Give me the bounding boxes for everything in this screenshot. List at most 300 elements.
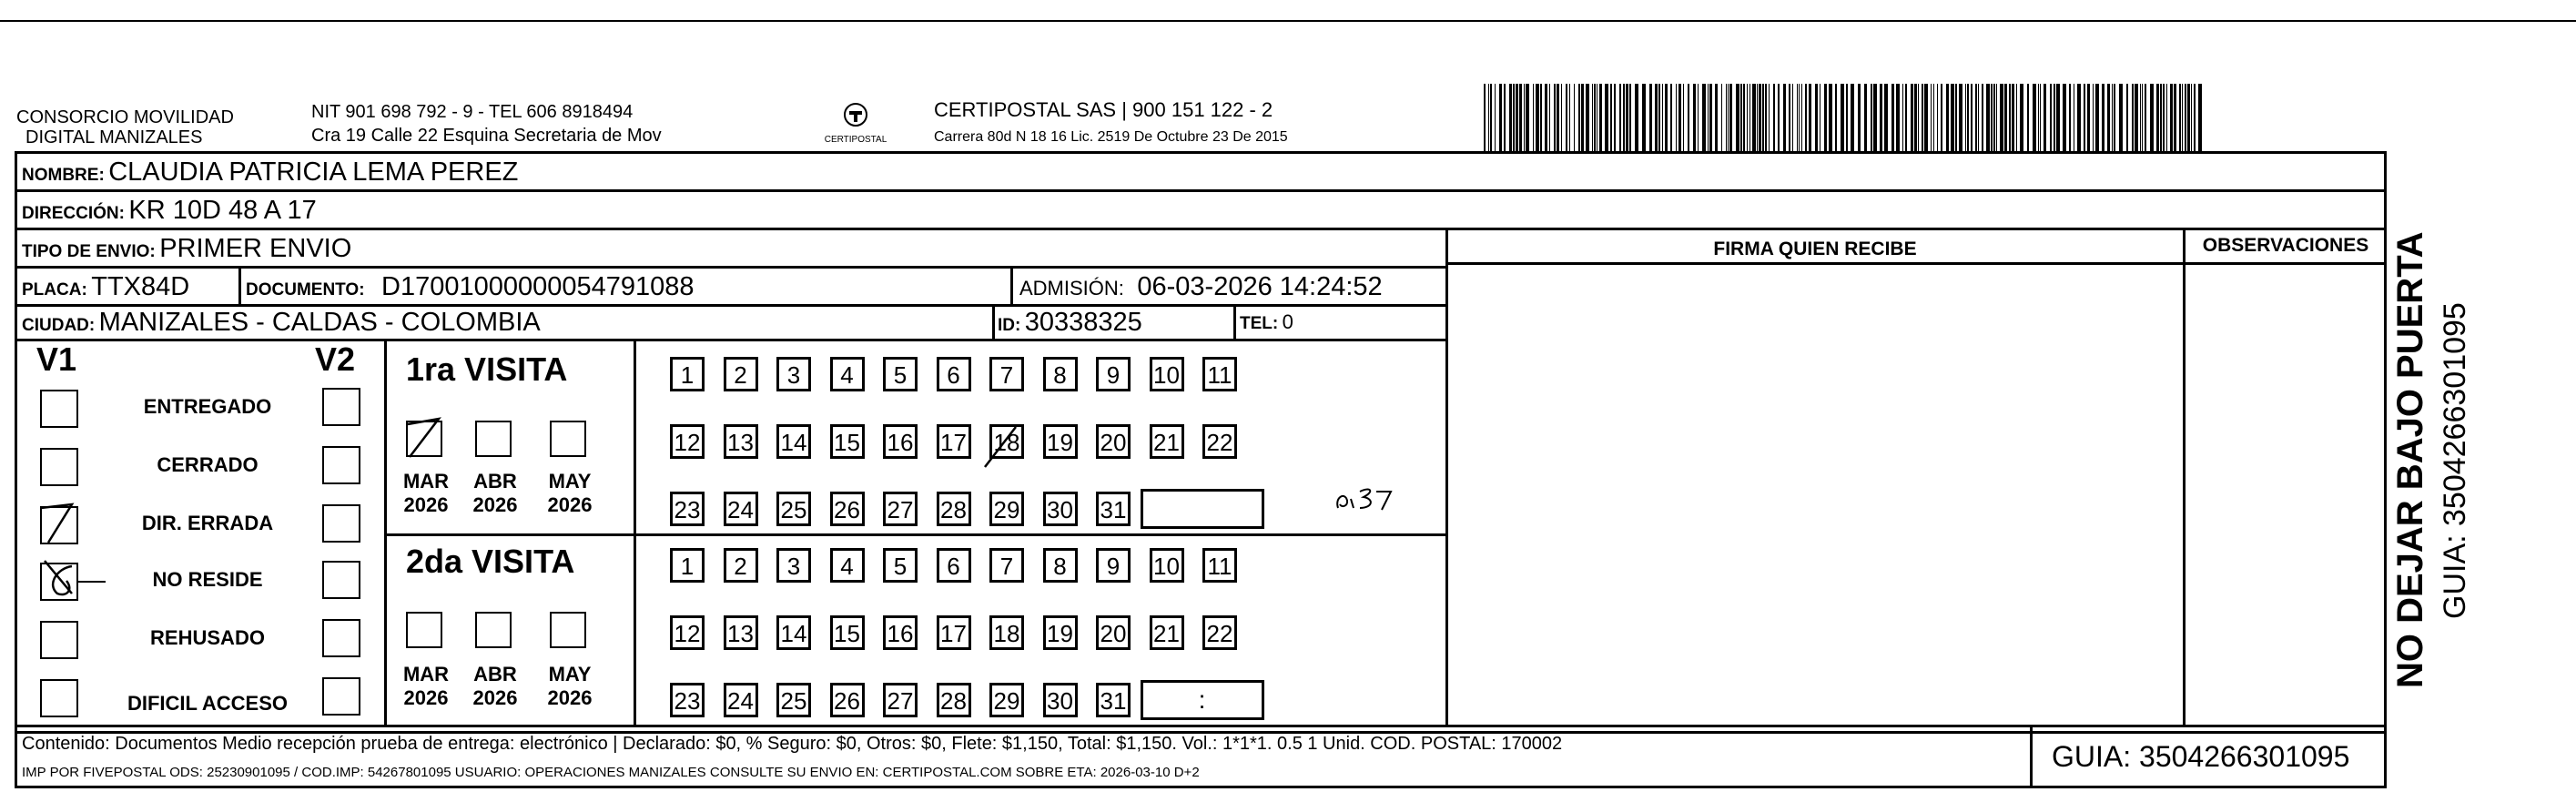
- day-box[interactable]: 18: [989, 424, 1024, 459]
- barcode-bar: [2033, 84, 2036, 153]
- day-box[interactable]: 29: [989, 492, 1024, 526]
- barcode-bar: [1880, 84, 1882, 153]
- placa-row: [22, 271, 189, 307]
- tel-row: [1240, 307, 1293, 340]
- barcode-bar: [1495, 84, 1496, 153]
- barcode-bar: [1769, 84, 1770, 153]
- barcode-bar: [1499, 84, 1502, 153]
- barcode-bar: [1918, 84, 1919, 153]
- documento-value: D17001000000054791088: [381, 272, 695, 301]
- day-box[interactable]: 26: [830, 492, 865, 526]
- day-box[interactable]: 4: [830, 357, 865, 391]
- barcode-bar: [2004, 84, 2007, 153]
- check-label: ENTREGADO: [143, 395, 272, 418]
- barcode-bar: [1792, 84, 1793, 153]
- side-warning: NO DEJAR BAJO PUERTA: [2390, 231, 2430, 688]
- barcode-bar: [2087, 84, 2090, 153]
- documento-label: DOCUMENTO:: [246, 280, 365, 300]
- day-box[interactable]: 8: [1043, 548, 1078, 583]
- barcode-bar: [1557, 84, 1559, 153]
- day-box[interactable]: 24: [724, 492, 758, 526]
- barcode-bar: [2054, 84, 2055, 153]
- col-divider: [634, 339, 636, 725]
- col-divider: [1010, 266, 1013, 304]
- barcode-bar: [1670, 84, 1672, 153]
- day-box[interactable]: 14: [776, 615, 811, 650]
- day-box[interactable]: 12: [670, 424, 705, 459]
- barcode-bar: [1702, 84, 1706, 153]
- barcode-bar: [1965, 84, 1966, 153]
- barcode-bar: [2050, 84, 2052, 153]
- barcode-bar: [1736, 84, 1739, 153]
- day-box[interactable]: 27: [883, 492, 918, 526]
- check-label: DIFICIL ACCESO: [127, 692, 288, 715]
- barcode-bar: [1911, 84, 1913, 153]
- barcode-bar: [1846, 84, 1848, 153]
- month-label: [399, 470, 453, 517]
- barcode-bar: [1982, 84, 1983, 153]
- barcode-bar: [1922, 84, 1923, 153]
- barcode-bar: [2069, 84, 2071, 153]
- day-box[interactable]: 30: [1043, 683, 1078, 717]
- barcode-bar: [2063, 84, 2066, 153]
- checkmark-icon: [404, 417, 441, 453]
- barcode-bar: [1566, 84, 1567, 153]
- barcode-bar: [2114, 84, 2115, 153]
- barcode-bar: [1626, 84, 1628, 153]
- barcode-bar: [2185, 84, 2186, 153]
- day-box[interactable]: 15: [830, 424, 865, 459]
- barcode-bar: [2160, 84, 2162, 153]
- day-box[interactable]: 17: [937, 424, 971, 459]
- day-box[interactable]: 22: [1202, 615, 1237, 650]
- barcode-bar: [1599, 84, 1602, 153]
- month-name: ABR: [473, 663, 517, 685]
- check-label: DIR. ERRADA: [141, 512, 274, 534]
- barcode-bar: [1484, 84, 1486, 153]
- v1-checkbox[interactable]: [40, 621, 78, 659]
- v1-checkbox[interactable]: [40, 679, 78, 717]
- barcode-bar: [1905, 84, 1907, 153]
- month-label: [543, 470, 597, 517]
- company-name-line2: DIGITAL MANIZALES: [25, 127, 203, 147]
- id-value: 30338325: [1024, 308, 1142, 337]
- day-box[interactable]: 30: [1043, 492, 1078, 526]
- day-box[interactable]: 15: [830, 615, 865, 650]
- admision-row: [1019, 271, 1383, 307]
- barcode-bar: [1884, 84, 1888, 153]
- barcode-bar: [1540, 84, 1542, 153]
- month-year: 2026: [547, 686, 593, 709]
- v2-checkbox[interactable]: [322, 619, 360, 657]
- barcode-bar: [1619, 84, 1621, 153]
- barcode-bar: [1841, 84, 1844, 153]
- barcode-bar: [1581, 84, 1584, 153]
- check-label: NO RESIDE: [152, 568, 263, 591]
- barcode-bar: [1513, 84, 1515, 153]
- barcode-bar: [2140, 84, 2141, 153]
- day-box[interactable]: 3: [776, 548, 811, 583]
- day-box[interactable]: 31: [1096, 492, 1131, 526]
- barcode-bar: [1747, 84, 1748, 153]
- day-box[interactable]: 19: [1043, 424, 1078, 459]
- barcode-bar: [1975, 84, 1977, 153]
- day-box[interactable]: 6: [937, 357, 971, 391]
- month-label: [543, 663, 597, 710]
- barcode-bar: [1629, 84, 1631, 153]
- day-box[interactable]: 7: [989, 548, 1024, 583]
- barcode-bar: [1623, 84, 1625, 153]
- certipostal-logo: [819, 98, 892, 153]
- barcode-bar: [2012, 84, 2014, 153]
- barcode-bar: [1946, 84, 1949, 153]
- guia-number: GUIA: 3504266301095: [2052, 740, 2350, 773]
- pointer-line: [78, 581, 106, 583]
- barcode-bar: [1993, 84, 1995, 153]
- barcode-bar: [1594, 84, 1596, 153]
- day-box[interactable]: 9: [1096, 357, 1131, 391]
- month-name: MAY: [548, 470, 592, 492]
- month-year: 2026: [403, 686, 449, 709]
- barcode-bar: [2102, 84, 2104, 153]
- signature-area[interactable]: [1451, 266, 2179, 723]
- certipostal-logo-icon: [819, 98, 892, 153]
- barcode-bar: [2126, 84, 2128, 153]
- month-label: [399, 663, 453, 710]
- day-box[interactable]: 5: [883, 357, 918, 391]
- day-box[interactable]: 13: [724, 424, 758, 459]
- id-label: ID:: [998, 316, 1021, 335]
- barcode-bar: [1605, 84, 1608, 153]
- day-box[interactable]: 23: [670, 492, 705, 526]
- day-box[interactable]: 1: [670, 357, 705, 391]
- day-box[interactable]: 10: [1150, 357, 1184, 391]
- col-divider: [238, 266, 241, 304]
- barcode-bar: [1519, 84, 1522, 153]
- placa-value: TTX84D: [91, 272, 190, 301]
- v2-checkbox[interactable]: [322, 388, 360, 426]
- barcode-bar: [1726, 84, 1727, 153]
- day-box[interactable]: 10: [1150, 548, 1184, 583]
- barcode-bar: [1708, 84, 1709, 153]
- barcode-bar: [2077, 84, 2081, 153]
- v1-checkbox[interactable]: [40, 506, 78, 544]
- barcode-bar: [1698, 84, 1699, 153]
- day-box[interactable]: 8: [1043, 357, 1078, 391]
- nombre-value: CLAUDIA PATRICIA LEMA PEREZ: [108, 157, 519, 187]
- day-box[interactable]: 31: [1096, 683, 1131, 717]
- barcode-bar: [1662, 84, 1663, 153]
- day-box[interactable]: 19: [1043, 615, 1078, 650]
- barcode-bar: [2132, 84, 2134, 153]
- barcode-bar: [1941, 84, 1942, 153]
- v2-checkbox[interactable]: [322, 504, 360, 543]
- barcode-bar: [1614, 84, 1616, 153]
- barcode-bar: [2000, 84, 2003, 153]
- barcode-bar: [1504, 84, 1506, 153]
- day-box[interactable]: 16: [883, 424, 918, 459]
- month-year: 2026: [403, 493, 449, 516]
- barcode-bar: [1574, 84, 1575, 153]
- barcode-bar: [2016, 84, 2017, 153]
- month-year: 2026: [472, 686, 518, 709]
- logo-text: CERTIPOSTAL: [824, 135, 887, 145]
- time-separator: :: [1198, 685, 1206, 714]
- day-box[interactable]: 22: [1202, 424, 1237, 459]
- admision-value: 06-03-2026 14:24:52: [1137, 272, 1383, 301]
- barcode-bar: [2174, 84, 2176, 153]
- day-box[interactable]: 6: [937, 548, 971, 583]
- day-box[interactable]: 20: [1096, 424, 1131, 459]
- check-label: CERRADO: [157, 453, 259, 476]
- row-divider: [15, 228, 2387, 230]
- barcode-bar: [1805, 84, 1807, 153]
- barcode-bar: [2038, 84, 2039, 153]
- admision-label: ADMISIÓN:: [1019, 277, 1124, 300]
- barcode-bar: [1678, 84, 1681, 153]
- day-box[interactable]: 17: [937, 615, 971, 650]
- check-label: REHUSADO: [150, 626, 265, 649]
- day-box[interactable]: 26: [830, 683, 865, 717]
- month-label: [468, 470, 522, 517]
- barcode-bar: [1824, 84, 1827, 153]
- barcode-bar: [1765, 84, 1767, 153]
- barcode-bar: [1554, 84, 1556, 153]
- day-box[interactable]: 25: [776, 492, 811, 526]
- day-box[interactable]: 20: [1096, 615, 1131, 650]
- v2-checkbox[interactable]: [322, 677, 360, 716]
- barcode-bar: [1715, 84, 1718, 153]
- month-name: MAR: [402, 470, 450, 492]
- barcode-bar: [1655, 84, 1658, 153]
- direccion-value: KR 10D 48 A 17: [128, 196, 317, 225]
- tel-value: 0: [1282, 310, 1293, 333]
- barcode-bar: [1986, 84, 1990, 153]
- barcode-bar: [2056, 84, 2060, 153]
- day-box[interactable]: 13: [724, 615, 758, 650]
- time-box[interactable]: [1141, 489, 1264, 529]
- v2-checkbox[interactable]: [322, 446, 360, 484]
- barcode-bar: [1873, 84, 1877, 153]
- col-divider: [1445, 228, 1448, 725]
- barcode-bar: [1783, 84, 1786, 153]
- barcode-bar: [1757, 84, 1758, 153]
- barcode-bar: [1996, 84, 1997, 153]
- row-divider: [1448, 262, 2387, 265]
- month-name: MAR: [402, 663, 450, 685]
- barcode-bar: [1851, 84, 1854, 153]
- barcode-bar: [1536, 84, 1539, 153]
- day-box[interactable]: 27: [883, 683, 918, 717]
- top-rule: [0, 20, 2576, 22]
- barcode-bar: [1773, 84, 1775, 153]
- day-box[interactable]: 12: [670, 615, 705, 650]
- footer-contents: Contenido: Documentos Medio recepción prueba de entrega: electrónico | Declarado: $0, % Seguro: $0, Otros: $0, Flete: $1,150, Total: $1,150. Vol.: 1*1*1. 0.5 1 Unid. COD. POSTAL: 170002: [22, 734, 1563, 754]
- month-checkbox[interactable]: [475, 612, 512, 648]
- month-year: 2026: [472, 493, 518, 516]
- barcode-bar: [1937, 84, 1938, 153]
- barcode-bar: [1902, 84, 1903, 153]
- barcode-bar: [1728, 84, 1729, 153]
- barcode-bar: [2150, 84, 2154, 153]
- day-box[interactable]: 11: [1202, 357, 1237, 391]
- barcode-bar: [1799, 84, 1800, 153]
- barcode-bar: [1586, 84, 1589, 153]
- col-divider: [2183, 228, 2186, 725]
- v1-checkbox[interactable]: [40, 390, 78, 428]
- barcode-bar: [1516, 84, 1518, 153]
- day-box[interactable]: 2: [724, 357, 758, 391]
- barcode-bar: [1955, 84, 1957, 153]
- barcode-bar: [2095, 84, 2099, 153]
- barcode-bar: [1864, 84, 1867, 153]
- barcode-bar: [1561, 84, 1562, 153]
- barcode-bar: [2093, 84, 2094, 153]
- footer-imp: IMP POR FIVEPOSTAL ODS: 25230901095 / COD.IMP: 54267801095 USUARIO: OPERACIONES MANIZALES CONSULTE SU ENVIO EN: CERTIPOSTAL.COM SOBRE ETA: 2026-03-10 D+2: [22, 765, 1200, 780]
- checkmark-icon: [39, 501, 77, 539]
- month-checkbox[interactable]: [550, 612, 586, 648]
- barcode-bar: [1752, 84, 1756, 153]
- firma-header: FIRMA QUIEN RECIBE: [1713, 239, 1917, 259]
- month-checkbox[interactable]: [550, 421, 586, 457]
- day-box[interactable]: 7: [989, 357, 1024, 391]
- month-name: ABR: [473, 470, 517, 492]
- month-checkbox[interactable]: [406, 421, 442, 457]
- barcode-bar: [1533, 84, 1534, 153]
- barcode-bar: [1815, 84, 1818, 153]
- month-name: MAY: [548, 663, 592, 685]
- barcode-bar: [1488, 84, 1489, 153]
- time-box-empty[interactable]: [1141, 680, 1264, 720]
- barcode-bar: [1578, 84, 1580, 153]
- barcode-bar: [1490, 84, 1492, 153]
- barcode-bar: [1914, 84, 1917, 153]
- day-box[interactable]: 14: [776, 424, 811, 459]
- barcode-bar: [1991, 84, 1993, 153]
- barcode-bar: [1858, 84, 1861, 153]
- day-box[interactable]: 23: [670, 683, 705, 717]
- barcode-bar: [2156, 84, 2159, 153]
- barcode-bar: [1931, 84, 1932, 153]
- barcode-bar: [1683, 84, 1684, 153]
- barcode-bar: [1951, 84, 1954, 153]
- tipo-row: [22, 233, 351, 269]
- barcode-bar: [1526, 84, 1529, 153]
- barcode-bar: [1740, 84, 1742, 153]
- day-box[interactable]: 28: [937, 492, 971, 526]
- barcode-bar: [2135, 84, 2138, 153]
- barcode-bar: [2182, 84, 2183, 153]
- nit-line: NIT 901 698 792 - 9 - TEL 606 8918494: [311, 102, 634, 122]
- barcode-bar: [1789, 84, 1790, 153]
- month-checkbox[interactable]: [475, 421, 512, 457]
- barcode-bar: [1759, 84, 1761, 153]
- v1-checkbox[interactable]: [40, 563, 78, 601]
- month-year: 2026: [547, 493, 593, 516]
- barcode-bar: [1610, 84, 1612, 153]
- day-box[interactable]: 16: [883, 615, 918, 650]
- first-visit-title: 1ra VISITA: [406, 350, 568, 388]
- day-box[interactable]: 18: [989, 615, 1024, 650]
- handwritten-time-scribble: [1303, 481, 1413, 517]
- barcode-bar: [1924, 84, 1928, 153]
- courier-line: CERTIPOSTAL SAS | 900 151 122 - 2: [934, 98, 1273, 121]
- barcode-bar: [2084, 84, 2085, 153]
- tipo-value: PRIMER ENVIO: [159, 234, 352, 263]
- barcode-bar: [1649, 84, 1652, 153]
- address-line: Cra 19 Calle 22 Esquina Secretaria de Mov: [311, 126, 662, 146]
- v1-checkbox[interactable]: [40, 448, 78, 486]
- barcode-bar: [1592, 84, 1593, 153]
- barcode-bar: [1797, 84, 1798, 153]
- barcode-bar: [1569, 84, 1570, 153]
- barcode-bar: [2166, 84, 2167, 153]
- day-box[interactable]: 9: [1096, 548, 1131, 583]
- day-box[interactable]: 11: [1202, 548, 1237, 583]
- barcode-bar: [1778, 84, 1780, 153]
- barcode-bar: [1693, 84, 1696, 153]
- barcode-bar: [2191, 84, 2192, 153]
- day-box[interactable]: 4: [830, 548, 865, 583]
- col-divider: [2030, 725, 2033, 788]
- day-box[interactable]: 28: [937, 683, 971, 717]
- barcode-bar: [1749, 84, 1750, 153]
- month-label: [468, 663, 522, 710]
- barcode-bar: [1642, 84, 1646, 153]
- tel-label: TEL:: [1240, 314, 1279, 333]
- barcode-bar: [1721, 84, 1722, 153]
- barcode-bar: [1688, 84, 1689, 153]
- month-checkbox[interactable]: [406, 612, 442, 648]
- direccion-label: DIRECCIÓN:: [22, 204, 125, 223]
- day-box[interactable]: 5: [883, 548, 918, 583]
- barcode-bar: [2145, 84, 2146, 153]
- day-box[interactable]: 21: [1150, 424, 1184, 459]
- day-box[interactable]: 1: [670, 548, 705, 583]
- barcode-bar: [1871, 84, 1872, 153]
- barcode-bar: [1829, 84, 1832, 153]
- nombre-row: [22, 157, 518, 192]
- side-guia: GUIA: 3504266301095: [2438, 302, 2472, 619]
- barcode-bar: [1896, 84, 1900, 153]
- col-divider: [992, 304, 995, 339]
- col-divider: [1233, 304, 1236, 339]
- barcode-bar: [1809, 84, 1811, 153]
- barcode-bar: [1509, 84, 1512, 153]
- barcode-bar: [2112, 84, 2113, 153]
- day-box[interactable]: 24: [724, 683, 758, 717]
- id-row: [998, 307, 1142, 342]
- day-box[interactable]: 21: [1150, 615, 1184, 650]
- day-box[interactable]: 2: [724, 548, 758, 583]
- day-box[interactable]: 29: [989, 683, 1024, 717]
- barcode-bar: [1658, 84, 1660, 153]
- v2-checkbox[interactable]: [322, 561, 360, 599]
- barcode-bar: [1743, 84, 1745, 153]
- day-box[interactable]: 25: [776, 683, 811, 717]
- documento-row: [246, 271, 695, 307]
- observaciones-area[interactable]: [2186, 266, 2385, 723]
- barcode-bar: [1524, 84, 1525, 153]
- company-name-line1: CONSORCIO MOVILIDAD: [16, 107, 234, 127]
- day-box[interactable]: 3: [776, 357, 811, 391]
- v2-header: V2: [315, 340, 356, 378]
- barcode-bar: [2119, 84, 2123, 153]
- placa-label: PLACA:: [22, 280, 87, 300]
- col-divider: [384, 339, 387, 725]
- barcode-bar: [1762, 84, 1764, 153]
- barcode-bar: [2194, 84, 2196, 153]
